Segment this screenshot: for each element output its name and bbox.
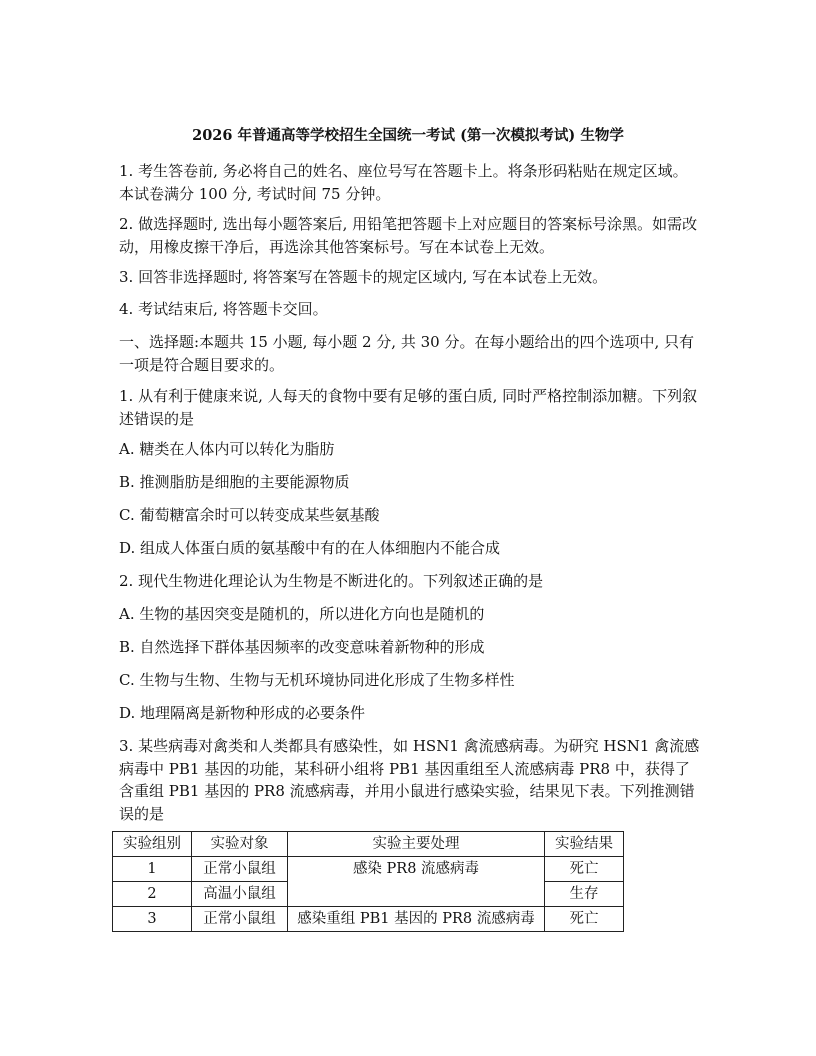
question-1-option-c: C. 葡萄糖富余时可以转变成某些氨基酸 xyxy=(119,506,380,524)
table-row xyxy=(113,882,624,907)
exam-title: 2026 年普通高等学校招生全国统一考试 (第一次模拟考试) 生物学 xyxy=(192,127,624,144)
question-2-option-c: C. 生物与生物、生物与无机环境协同进化形成了生物多样性 xyxy=(119,671,515,689)
table-cell-group: 3 xyxy=(113,907,192,932)
table-cell-treatment xyxy=(288,882,545,907)
table-header-row xyxy=(113,832,624,857)
table-row xyxy=(113,907,624,932)
instruction-2: 2. 做选择题时, 选出每小题答案后, 用铅笔把答题卡上对应题目的答案标号涂黑。如需改动，用橡皮擦干净后，再选涂其他答案标号。写在本试卷上无效。 xyxy=(119,215,698,256)
section-header: 一、选择题:本题共 15 小题, 每小题 2 分, 共 30 分。在每小题给出的四个选项中, 只有一项是符合题目要求的。 xyxy=(119,333,694,374)
table-cell-subject: 正常小鼠组 xyxy=(192,857,288,882)
table-header-cell: 实验主要处理 xyxy=(288,832,545,857)
question-1-option-d: D. 组成人体蛋白质的氨基酸中有的在人体细胞内不能合成 xyxy=(119,539,501,557)
table-cell-group: 2 xyxy=(113,882,192,907)
table-cell-result: 死亡 xyxy=(545,907,624,932)
table-cell-subject: 正常小鼠组 xyxy=(192,907,288,932)
table-cell-treatment: 感染 PR8 流感病毒 xyxy=(288,857,545,882)
question-2-option-d: D. 地理隔离是新物种形成的必要条件 xyxy=(119,704,366,722)
table-header-cell: 实验组别 xyxy=(113,832,192,857)
question-3-stem: 3. 某些病毒对禽类和人类都具有感染性，如 HSN1 禽流感病毒。为研究 HSN1 禽流感病毒中 PB1 基因的功能，某科研小组将 PB1 基因重组至人流感病毒 PR8 中，获得了含重组 PB1 基因的 PR8 流感病毒，并用小鼠进行感染实验，结果见下表。下列推测错误的是 xyxy=(119,737,700,823)
table-row xyxy=(113,857,624,882)
question-2-stem: 2. 现代生物进化理论认为生物是不断进化的。下列叙述正确的是 xyxy=(119,572,544,590)
question-1-option-a: A. 糖类在人体内可以转化为脂肪 xyxy=(119,440,335,458)
instruction-1: 1. 考生答卷前, 务必将自己的姓名、座位号写在答题卡上。将条形码粘贴在规定区域。 本试卷满分 100 分, 考试时间 75 分钟。 xyxy=(119,162,688,203)
question-1-stem: 1. 从有利于健康来说, 人每天的食物中要有足够的蛋白质, 同时严格控制添加糖。下列叙述错误的是 xyxy=(119,387,698,428)
table-header-cell: 实验对象 xyxy=(192,832,288,857)
table-header-cell: 实验结果 xyxy=(545,832,624,857)
experiment-table xyxy=(112,831,624,932)
instruction-4: 4. 考试结束后, 将答题卡交回。 xyxy=(119,300,328,318)
question-2-option-b: B. 自然选择下群体基因频率的改变意味着新物种的形成 xyxy=(119,638,485,656)
table-cell-subject: 高温小鼠组 xyxy=(192,882,288,907)
question-1-option-b: B. 推测脂肪是细胞的主要能源物质 xyxy=(119,473,350,491)
table-cell-result: 生存 xyxy=(545,882,624,907)
question-2-option-a: A. 生物的基因突变是随机的，所以进化方向也是随机的 xyxy=(119,605,485,623)
table-cell-group: 1 xyxy=(113,857,192,882)
instruction-3: 3. 回答非选择题时, 将答案写在答题卡的规定区域内, 写在本试卷上无效。 xyxy=(119,268,608,286)
table-cell-result: 死亡 xyxy=(545,857,624,882)
table-cell-treatment: 感染重组 PB1 基因的 PR8 流感病毒 xyxy=(288,907,545,932)
